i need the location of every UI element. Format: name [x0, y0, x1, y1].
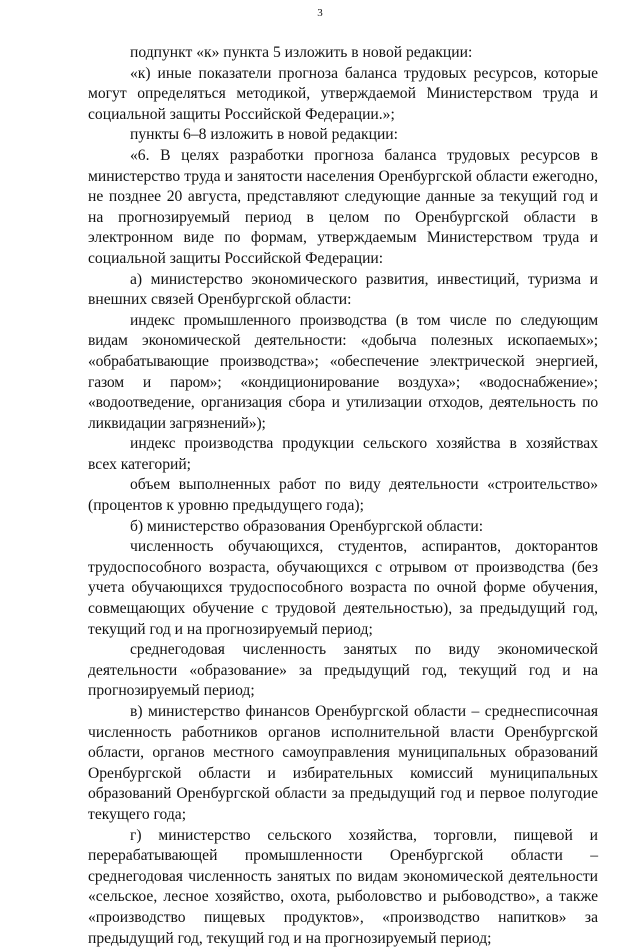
- document-body: [88, 43, 598, 949]
- paragraph-item-6: «6. В целях разработки прогноза баланса трудовых ресурсов в министерство труда и занятости населения Оренбургской области ежегодно, не позднее 20 августа, представляют следующие данные за текущий год и на прогнозируемый период в целом по Оренбургской области в электронном виде по формам, утверждаемым Министерством труда и социальной защиты Российской Федерации:: [88, 146, 598, 267]
- page-number: 3: [317, 7, 323, 19]
- paragraph-construction-volume: объем выполненных работ по виду деятельности «строительство» (процентов к уровню предыдущего года);: [88, 476, 598, 515]
- paragraph-subitem-k: «к) иные показатели прогноза баланса трудовых ресурсов, которые могут определяться методикой, утверждаемой Министерством труда и социальной защиты Российской Федерации.»;: [88, 64, 598, 123]
- paragraph-amend-items-6-8: пункты 6–8 изложить в новой редакции:: [130, 126, 398, 144]
- paragraph-industrial-index: индекс промышленного производства (в том числе по следующим видам экономической деятельности: «добыча полезных ископаемых»; «обрабатывающие производства»; «обеспечение электрической энергией, газом и паром»; «кондиционирование воздуха»; «водоснабжение»; «водоотведение, организация сбора и утилизации отходов, деятельность по ликвидации загрязнений»);: [88, 311, 598, 432]
- paragraph-subitem-v: в) министерство финансов Оренбургской области – среднесписочная численность работников органов исполнительной власти Оренбургской области, органов местного самоуправления муниципальных образований Оренбургской области и избирательных комиссий муниципальных образований Оренбургской области за предыдущий год и первое полугодие текущего года;: [88, 703, 598, 823]
- paragraph-subitem-b: б) министерство образования Оренбургской области:: [130, 517, 484, 535]
- paragraph-students-count: численность обучающихся, студентов, аспирантов, докторантов трудоспособного возраста, обучающихся с отрывом от производства (без учета обучающихся трудоспособного возраста по очной форме обучения, совмещающих обучение с трудовой деятельностью), за предыдущий год, текущий год и на прогнозируемый период;: [88, 538, 598, 638]
- paragraph-education-employment: среднегодовая численность занятых по виду экономической деятельности «образование» за предыдущий год, текущий год и на прогнозируемый период;: [88, 641, 598, 700]
- paragraph-amend-subitem-k: подпункт «к» пункта 5 изложить в новой редакции:: [130, 44, 473, 61]
- paragraph-agriculture-index: индекс производства продукции сельского хозяйства в хозяйствах всех категорий;: [88, 435, 598, 473]
- paragraph-subitem-g: г) министерство сельского хозяйства, торговли, пищевой и перерабатывающей промышленности Оренбургской области – среднегодовая численность занятых по видам экономической деятельности «сельское, лесное хозяйство, охота, рыболовство и рыбоводство», а также «производство пищевых продуктов», «производство напитков» за предыдущий год, текущий год и на прогнозируемый период;: [88, 826, 598, 947]
- paragraph-subitem-a: а) министерство экономического развития, инвестиций, туризма и внешних связей Оренбургской области:: [88, 270, 598, 309]
